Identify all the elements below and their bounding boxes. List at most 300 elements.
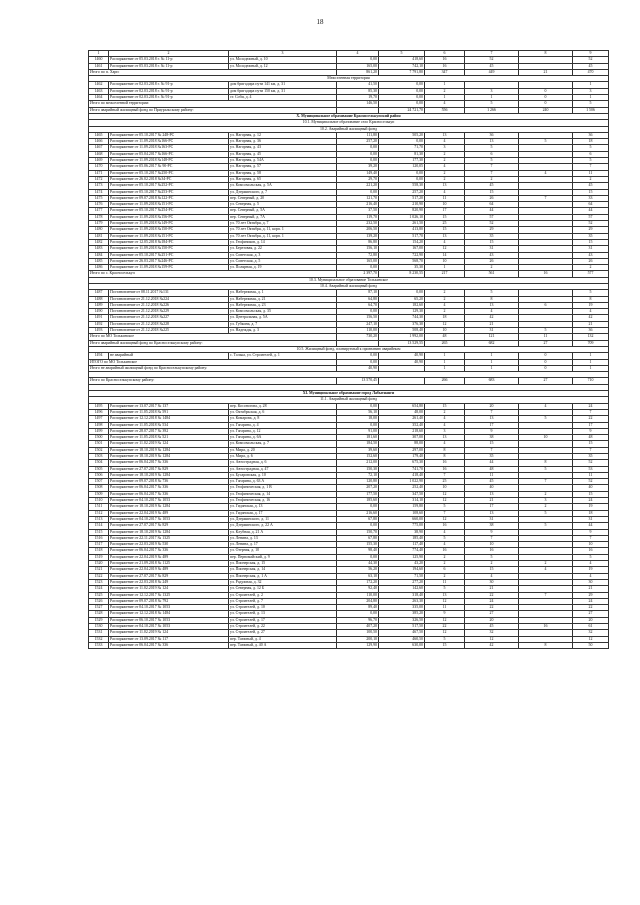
area-remaining-cell: 65,20 <box>379 296 425 302</box>
apartments-cell: 15 <box>425 403 465 409</box>
area-resettled-cell: 0,00 <box>337 57 379 63</box>
row-number: 1485 <box>89 258 109 264</box>
total-label: Итого по межселенной территории: <box>89 101 337 107</box>
address-cell: ул. Гагарина, д. 63 А <box>229 479 337 485</box>
residents-total-cell: 470 <box>573 69 609 75</box>
area-resettled-cell: 111,80 <box>337 132 379 138</box>
residents-total-cell: 7 <box>573 164 609 170</box>
apartments-cell: 1 <box>425 265 465 271</box>
row-number: 1529 <box>89 617 109 623</box>
row-number: 1530 <box>89 624 109 630</box>
residents-extra-cell: 2 <box>519 504 573 510</box>
residents-total-cell: 17 <box>573 422 609 428</box>
total-label: Итого по с. Красноселькуп <box>89 271 337 277</box>
residents-cell: 21 <box>465 321 519 327</box>
area-resettled-cell: 155,30 <box>337 542 379 548</box>
row-number: 1511 <box>89 504 109 510</box>
area-resettled-cell: 13 570,45 <box>337 378 379 384</box>
residents-total-cell: 32 <box>573 630 609 636</box>
area-resettled-cell: 0,00 <box>337 265 379 271</box>
residents-total-cell: 9 <box>573 428 609 434</box>
area-resettled-cell: 150,70 <box>337 529 379 535</box>
area-remaining-cell: 1 026,10 <box>379 214 425 220</box>
apartments-cell: 25 <box>425 221 465 227</box>
apartments-cell: 4 <box>425 189 465 195</box>
document-cell: Распоряжение от 22.04.2019 № 489 <box>109 554 229 560</box>
area-remaining-cell: 0,00 <box>379 290 425 296</box>
residents-total-cell: 43 <box>573 252 609 258</box>
address-cell: ул. Автострадная, д. 6 <box>229 460 337 466</box>
residents-cell: 45 <box>465 63 519 69</box>
section-heading: X. Муниципальное образование Красноселькупский район <box>89 113 609 119</box>
area-resettled-cell: 212,00 <box>337 460 379 466</box>
apartments-cell: 556 <box>425 107 465 113</box>
apartments-cell: 16 <box>425 466 465 472</box>
residents-total-cell: 7 <box>573 447 609 453</box>
area-resettled-cell: 221,20 <box>337 183 379 189</box>
document-cell: Распоряжение от 05.10.2017 №251-РС <box>109 252 229 258</box>
residents-total-cell: 1 <box>573 365 609 371</box>
section-heading: 10.3. Муниципальное образование Толькинское <box>89 277 609 283</box>
residents-total-cell: 3 <box>573 88 609 94</box>
apartments-cell: 1 <box>425 353 465 359</box>
residents-cell: 36 <box>465 132 519 138</box>
column-number: 8 <box>519 51 573 57</box>
area-remaining-cell: 741,70 <box>379 466 425 472</box>
row-number: 1525 <box>89 592 109 598</box>
residents-extra-cell: 7 <box>519 592 573 598</box>
address-cell: ул. Губкина, д. 7 <box>229 321 337 327</box>
area-remaining-cell: 125,90 <box>379 554 425 560</box>
address-cell: пер. Таежный, д. 40 А <box>229 642 337 648</box>
area-resettled-cell: 100,50 <box>337 630 379 636</box>
address-cell: ул. Гиданская, д. 13 <box>229 504 337 510</box>
area-remaining-cell: 460,50 <box>379 636 425 642</box>
residents-cell: 44 <box>465 460 519 466</box>
residents-total-cell: 31 <box>573 246 609 252</box>
row-number: 1515 <box>89 529 109 535</box>
area-remaining-cell: 660,00 <box>379 516 425 522</box>
area-remaining-cell: 185,40 <box>379 535 425 541</box>
area-resettled-cell: 152,60 <box>337 454 379 460</box>
document-cell: Распоряжение от 27.07.2017 № 829 <box>109 523 229 529</box>
address-cell: ул. Набережная, д. 21 <box>229 296 337 302</box>
table-row <box>89 642 609 648</box>
row-number: 1487 <box>89 290 109 296</box>
area-remaining-cell: 675,30 <box>379 460 425 466</box>
area-resettled-cell: 67,80 <box>337 516 379 522</box>
area-resettled-cell: 172,20 <box>337 579 379 585</box>
area-remaining-cell: 43,20 <box>379 561 425 567</box>
apartments-cell: 4 <box>425 239 465 245</box>
area-resettled-cell: 64,70 <box>337 302 379 308</box>
residents-cell: 31 <box>465 328 519 334</box>
residents-extra-cell: 0 <box>519 95 573 101</box>
residents-cell: 64 <box>465 202 519 208</box>
row-number: 1508 <box>89 485 109 491</box>
row-number: 1480 <box>89 227 109 233</box>
residents-extra-cell: 0 <box>519 365 573 371</box>
address-cell: ул. Нагорная, д. 54А <box>229 158 337 164</box>
area-remaining-cell: 210,90 <box>379 202 425 208</box>
residents-cell: 21 <box>465 586 519 592</box>
area-remaining-cell: 742,10 <box>379 63 425 69</box>
address-cell: ул. Набережная, д. 1 <box>229 290 337 296</box>
area-remaining-cell: 820,90 <box>379 208 425 214</box>
area-resettled-cell: 216,40 <box>337 202 379 208</box>
residents-total-cell: 22 <box>573 416 609 422</box>
area-remaining-cell: 413,80 <box>379 227 425 233</box>
apartments-cell: 3 <box>425 145 465 151</box>
document-cell: Распоряжение от 05.10.2017 №250-РС <box>109 170 229 176</box>
residents-total-cell: 57 <box>573 214 609 220</box>
area-resettled-cell: 247,10 <box>337 321 379 327</box>
residents-cell: 43 <box>465 252 519 258</box>
apartments-cell: 2 <box>425 561 465 567</box>
area-resettled-cell: 0,00 <box>337 554 379 560</box>
area-resettled-cell: 177,50 <box>337 491 379 497</box>
area-remaining-cell: 88,00 <box>379 441 425 447</box>
address-cell: ул. Северная, д. 5 <box>229 202 337 208</box>
apartments-cell: 4 <box>425 422 465 428</box>
area-remaining-cell: 194,60 <box>379 567 425 573</box>
area-remaining-cell: 558,30 <box>379 183 425 189</box>
residents-cell: 4 <box>465 573 519 579</box>
area-resettled-cell: 232,50 <box>337 221 379 227</box>
residents-total-cell: 7 <box>573 409 609 415</box>
document-cell: Распоряжение от 22.11.2017 № 1325 <box>109 535 229 541</box>
row-number: 1493 <box>89 328 109 334</box>
document-cell: Распоряжение от 18.10.2019 № 1284 <box>109 454 229 460</box>
apartments-cell: 1 <box>425 365 465 371</box>
row-number: 1467 <box>89 145 109 151</box>
apartments-cell: 3 <box>425 428 465 434</box>
apartments-cell: 18 <box>425 315 465 321</box>
apartments-cell: 2 <box>425 409 465 415</box>
residents-total-cell: 52 <box>573 57 609 63</box>
apartments-cell: 11 <box>425 579 465 585</box>
apartments-cell: 22 <box>425 624 465 630</box>
residents-total-cell: 24 <box>573 403 609 409</box>
row-number: 1484 <box>89 252 109 258</box>
residents-extra-cell: 8 <box>519 642 573 648</box>
residents-extra-cell: 4 <box>519 170 573 176</box>
area-remaining-cell: 1 992,00 <box>379 334 425 340</box>
row-number: 1510 <box>89 498 109 504</box>
address-cell: ул. Нагорная, д. 65 <box>229 176 337 182</box>
apartments-cell: 12 <box>425 598 465 604</box>
area-resettled-cell: 0,00 <box>337 359 379 365</box>
area-remaining-cell: 352,40 <box>379 422 425 428</box>
document-cell: Постановление от 21.12.2018 №229 <box>109 309 229 315</box>
area-remaining-cell: 142,60 <box>379 586 425 592</box>
area-resettled-cell: 0,00 <box>337 189 379 195</box>
area-remaining-cell: 108,60 <box>379 510 425 516</box>
residents-cell: 45 <box>465 183 519 189</box>
row-number: 1528 <box>89 611 109 617</box>
row-number: 1519 <box>89 554 109 560</box>
row-number: 1496 <box>89 409 109 415</box>
document-cell: Распоряжение от 11.09.2018 №150-РС <box>109 246 229 252</box>
row-number: 1474 <box>89 189 109 195</box>
area-remaining-cell: 307,00 <box>379 435 425 441</box>
row-number: 1491 <box>89 315 109 321</box>
area-resettled-cell: 110,00 <box>337 592 379 598</box>
address-cell: ул. Дзержинского, д. 11 <box>229 516 337 522</box>
document-cell: Распоряжение от 27.07.2017 № 829 <box>109 573 229 579</box>
residents-cell: 20 <box>465 617 519 623</box>
address-cell: ул. Нагорная, д. 36 <box>229 139 337 145</box>
apartments-cell: 2 <box>425 554 465 560</box>
apartments-cell: 265 <box>425 340 465 346</box>
section-heading: 10.5. Жилищный фонд, планируемый к признанию аварийным <box>89 346 609 352</box>
residents-cell: 13 <box>465 510 519 516</box>
area-remaining-cell: 314,10 <box>379 498 425 504</box>
document-cell: не аварийный <box>109 353 229 359</box>
apartments-cell: 12 <box>425 630 465 636</box>
apartments-cell: 17 <box>425 208 465 214</box>
apartments-cell: 2 <box>425 296 465 302</box>
residents-extra-cell: 21 <box>519 69 573 75</box>
area-remaining-cell: 326,50 <box>379 617 425 623</box>
area-remaining-cell: 7 791,80 <box>379 69 425 75</box>
apartments-cell: 11 <box>425 605 465 611</box>
apartments-cell: 4 <box>425 542 465 548</box>
area-remaining-cell: 252,40 <box>379 485 425 491</box>
residents-total-cell: 15 <box>573 239 609 245</box>
area-resettled-cell: 129,90 <box>337 642 379 648</box>
row-number: 1475 <box>89 195 109 201</box>
document-cell: Распоряжение от 04.10.2017 № 1053 <box>109 516 229 522</box>
total-label: Итого аварийный жилищный фонд по Приуральскому району: <box>89 107 337 113</box>
address-cell: ул. Комарова, д. 8 <box>229 416 337 422</box>
area-remaining-cell: 774,40 <box>379 548 425 554</box>
apartments-cell: 14 <box>425 252 465 258</box>
residents-total-cell: 5 <box>573 145 609 151</box>
residents-cell: 13 <box>465 416 519 422</box>
area-remaining-cell: 418,40 <box>379 472 425 478</box>
residents-total-cell: 29 <box>573 227 609 233</box>
column-number: 4 <box>337 51 379 57</box>
residents-total-cell: 44 <box>573 208 609 214</box>
area-resettled-cell: 110,00 <box>337 328 379 334</box>
apartments-cell: 10 <box>425 258 465 264</box>
row-number: 1472 <box>89 176 109 182</box>
document-cell: Распоряжение от 11.09.2018 №151-РС <box>109 202 229 208</box>
residents-extra-cell: 7 <box>519 479 573 485</box>
area-remaining-cell: 0,00 <box>379 95 425 101</box>
document-cell: Распоряжение от 12.12.2018 № 1484 <box>109 611 229 617</box>
residents-cell: 20 <box>465 403 519 409</box>
row-number: 1504 <box>89 460 109 466</box>
document-cell: Распоряжение от 04.10.2017 № 1053 <box>109 605 229 611</box>
area-resettled-cell: 0,00 <box>337 611 379 617</box>
apartments-cell: 4 <box>425 164 465 170</box>
residents-cell: 38 <box>465 435 519 441</box>
residents-cell: 38 <box>465 523 519 529</box>
area-remaining-cell: 24 721,70 <box>379 107 425 113</box>
area-remaining-cell: 263,30 <box>379 598 425 604</box>
residents-cell: 45 <box>465 479 519 485</box>
area-resettled-cell: 91,00 <box>337 428 379 434</box>
address-cell: ул. Советская, д. 5 <box>229 258 337 264</box>
address-cell: ул. Молодежный, д. 10 <box>229 57 337 63</box>
apartments-cell: 4 <box>425 302 465 308</box>
address-cell: ул. Гагарина, д. 6А <box>229 435 337 441</box>
residents-extra-cell: 6 <box>519 302 573 308</box>
residents-total-cell: 5 <box>573 158 609 164</box>
apartments-cell: 12 <box>425 617 465 623</box>
area-resettled-cell: 120,80 <box>337 479 379 485</box>
row-number: 1464 <box>89 95 109 101</box>
apartments-cell: 4 <box>425 416 465 422</box>
residents-cell: 6 <box>465 151 519 157</box>
residents-total-cell: 16 <box>573 548 609 554</box>
area-remaining-cell: 40,90 <box>379 353 425 359</box>
area-resettled-cell: 85,30 <box>337 88 379 94</box>
area-resettled-cell: 0,00 <box>337 504 379 510</box>
apartments-cell: 16 <box>425 460 465 466</box>
address-cell: ул. Нагорная, д. 43 <box>229 145 337 151</box>
address-cell: ул. Ленина, д. 17 <box>229 542 337 548</box>
residents-cell: 42 <box>465 642 519 648</box>
apartments-cell: 2 <box>425 290 465 296</box>
residents-cell: 9 <box>465 529 519 535</box>
residents-total-cell: 30 <box>573 579 609 585</box>
residents-cell: 5 <box>465 290 519 296</box>
row-number: 1506 <box>89 472 109 478</box>
document-cell: Распоряжение от 26.02.2018 №34-РС <box>109 176 229 182</box>
address-cell: ул. Автострадная, д. 47 <box>229 466 337 472</box>
residents-total-cell: 21 <box>573 321 609 327</box>
row-number: 1478 <box>89 214 109 220</box>
column-number: 1 <box>89 51 109 57</box>
address-cell: ул. Советская, д. 3 <box>229 252 337 258</box>
column-number: 9 <box>573 51 609 57</box>
document-cell: Распоряжение от 09.07.2018 № 792 <box>109 598 229 604</box>
area-resettled-cell: 37,50 <box>337 208 379 214</box>
residents-total-cell: 22 <box>573 605 609 611</box>
row-number: 1499 <box>89 428 109 434</box>
apartments-cell: 12 <box>425 498 465 504</box>
residents-extra-cell: 27 <box>519 340 573 346</box>
apartments-cell: 2 <box>425 170 465 176</box>
address-cell: ул. Мира, д. 20 <box>229 447 337 453</box>
residents-total-cell: 44 <box>573 523 609 529</box>
residents-cell: 31 <box>465 246 519 252</box>
row-number: 1532 <box>89 636 109 642</box>
area-remaining-cell: 0,00 <box>379 88 425 94</box>
area-remaining-cell: 0,00 <box>379 139 425 145</box>
residents-cell: 121 <box>465 334 519 340</box>
area-resettled-cell: 206,50 <box>337 227 379 233</box>
row-number: 1492 <box>89 321 109 327</box>
total-label: Итого по п. Харп: <box>89 69 337 75</box>
area-remaining-cell: 517,20 <box>379 195 425 201</box>
apartments-cell: 2 <box>425 176 465 182</box>
area-remaining-cell: 418,60 <box>379 57 425 63</box>
row-number: 1476 <box>89 202 109 208</box>
total-label: Итого по МО Толькинское <box>89 334 337 340</box>
address-cell: ул. Строителей, д. 17 <box>229 617 337 623</box>
row-number: 1490 <box>89 309 109 315</box>
address-cell: ул. Комсомольская, д. 5А <box>229 183 337 189</box>
residents-cell: 35 <box>465 454 519 460</box>
column-number: 2 <box>109 51 229 57</box>
apartments-cell: 10 <box>425 202 465 208</box>
area-resettled-cell: 139,20 <box>337 233 379 239</box>
residents-extra-cell: 10 <box>519 435 573 441</box>
address-cell: ул. 70 лет Октября, д. 7 <box>229 221 337 227</box>
document-page <box>88 50 608 649</box>
residents-total-cell: 4 <box>573 561 609 567</box>
column-number: 3 <box>229 51 337 57</box>
row-number: 1526 <box>89 598 109 604</box>
residents-extra-cell: 2 <box>519 491 573 497</box>
area-resettled-cell: 407,20 <box>337 624 379 630</box>
document-cell: Распоряжение от 27.07.2017 № 829 <box>109 466 229 472</box>
document-cell: Распоряжение от 18.10.2019 № 1284 <box>109 447 229 453</box>
residents-total-cell: 2 <box>573 176 609 182</box>
column-number: 7 <box>465 51 519 57</box>
residents-total-cell: 709 <box>573 340 609 346</box>
residents-total-cell: 45 <box>573 183 609 189</box>
residents-cell: 561 <box>465 271 519 277</box>
row-number: 1503 <box>89 454 109 460</box>
document-cell: Распоряжение от 11.02.2019 № 124 <box>109 586 229 592</box>
document-cell: Распоряжение от 11.09.2018 №159-РС <box>109 265 229 271</box>
address-cell: пер. Косоногова, д. 28 <box>229 403 337 409</box>
apartments-cell: 2 <box>425 88 465 94</box>
residents-cell: 32 <box>465 630 519 636</box>
row-number: 1488 <box>89 296 109 302</box>
address-cell: ул. Геофизическая, д. 16 <box>229 498 337 504</box>
row-number: 1470 <box>89 164 109 170</box>
document-cell: Распоряжение от 11.09.2018 №149-РС <box>109 221 229 227</box>
area-remaining-cell: 40,90 <box>379 359 425 365</box>
residents-total-cell: 61 <box>573 624 609 630</box>
apartments-cell: 266 <box>425 378 465 384</box>
residents-extra-cell: 4 <box>519 403 573 409</box>
address-cell: ул. Надежды, д. 3 <box>229 328 337 334</box>
residents-cell: 7 <box>465 164 519 170</box>
document-cell: Распоряжение от 11.05.2018 № 534 <box>109 422 229 428</box>
address-cell: ул. Нагорная, д. 58 <box>229 170 337 176</box>
residents-cell: 10 <box>465 542 519 548</box>
row-number: 1509 <box>89 491 109 497</box>
residents-total-cell: 31 <box>573 516 609 522</box>
apartments-cell: 6 <box>425 567 465 573</box>
document-cell: Распоряжение от 28.07.2017 № 392 <box>109 428 229 434</box>
residents-extra-cell: 16 <box>519 271 573 277</box>
residents-total-cell: 52 <box>573 221 609 227</box>
residents-extra-cell: 2 <box>519 561 573 567</box>
residents-extra-cell: 5 <box>519 416 573 422</box>
row-number: 1517 <box>89 542 109 548</box>
residents-total-cell: 19 <box>573 302 609 308</box>
residents-total-cell: 1 <box>573 353 609 359</box>
document-cell: Распоряжение от 12.05.2018 №184-РС <box>109 239 229 245</box>
address-cell: ул. Пионерская, д. 15 <box>229 561 337 567</box>
area-resettled-cell: 0,00 <box>337 403 379 409</box>
residents-cell: 15 <box>465 567 519 573</box>
document-cell: Распоряжение от 04.10.2017 № 1053 <box>109 624 229 630</box>
address-cell: ул. Полярная, д. 19 <box>229 265 337 271</box>
area-remaining-cell: 722,90 <box>379 252 425 258</box>
area-resettled-cell: 96,70 <box>337 617 379 623</box>
area-resettled-cell: 64,80 <box>337 296 379 302</box>
residents-extra-cell: 11 <box>519 334 573 340</box>
